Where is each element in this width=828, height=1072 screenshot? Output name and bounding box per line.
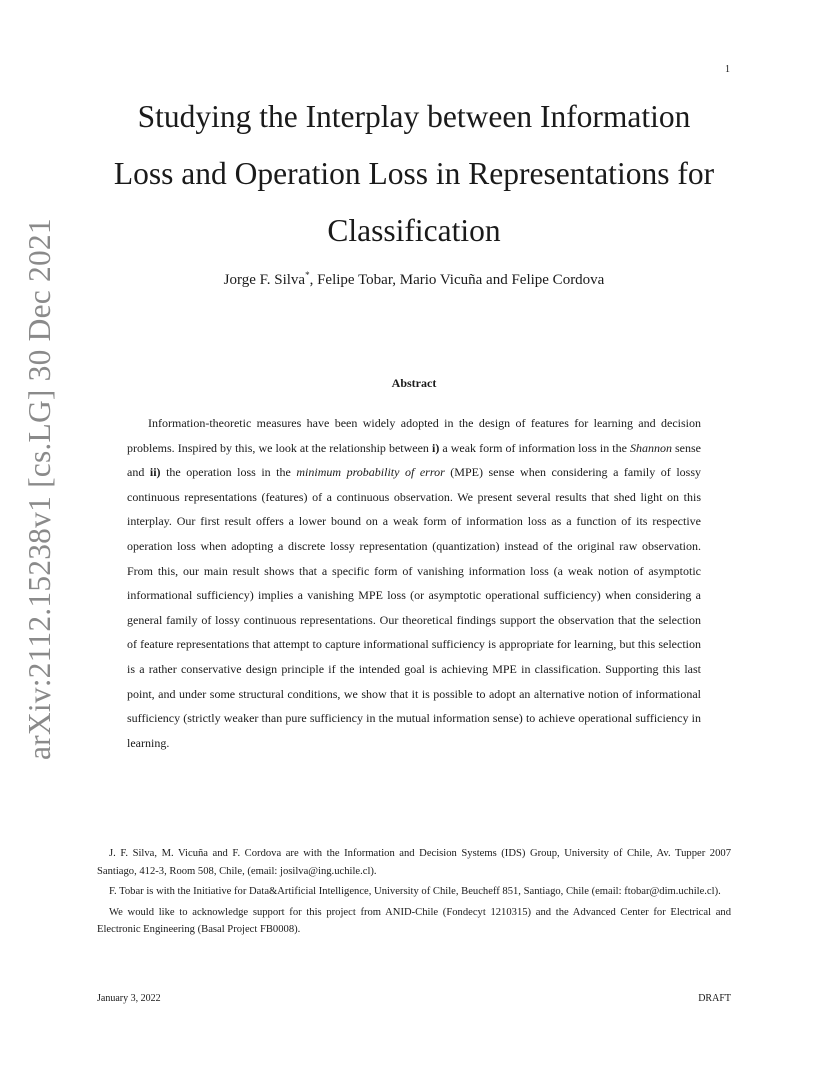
footnotes (97, 845, 731, 942)
title-line: Classification (327, 213, 501, 248)
abstract-emphasis: Shannon (629, 440, 672, 455)
abstract-heading: Abstract (391, 376, 437, 390)
corresponding-author: Jorge F. Silva (223, 272, 306, 288)
arxiv-identifier-stamp: arXiv:2112.15238v1 [cs.LG] 30 Dec 2021 (22, 218, 57, 760)
abstract-text: (MPE) sense when considering a family of lossy continuous representations (features) of a continuous observation. We present several results that shed light on this interplay. Our first result offers a lower bound on a weak form of information loss as a function of its respective operation loss when adopting a discrete lossy representation (quantization) instead of the original raw observation. From this, our main result shows that a specific form of vanishing information loss (a weak notion of asymptotic informational sufficiency) implies a vanishing MPE loss (or asymptotic operational sufficiency) when considering a general family of lossy continuous representations. Our theoretical findings support the observation that the selection of feature representations that attempt to capture informational sufficiency is appropriate for learning, but this selection is a rather conservative design principle if the intended goal is achieving MPE in classification. Supporting this last point, and under some structural conditions, we show that it is possible to adopt an alternative notion of informational sufficiency (strictly weaker than pure sufficiency in the mutual information sense) to achieve operational sufficiency in learning. (127, 465, 701, 750)
title-line: Loss and Operation Loss in Representations for (113, 156, 715, 191)
abstract-text: the operation loss in the (160, 465, 297, 480)
abstract-text: Information-theoretic measures have been widely adopted in the design of features for learning and decision problems. Inspired by this, we look at the relationship between (127, 416, 701, 455)
author-list (90, 265, 738, 290)
paper-title (90, 88, 738, 259)
abstract-emphasis: minimum probability of error (296, 465, 445, 480)
page-number: 1 (725, 64, 730, 75)
title-line: Studying the Interplay between Information (137, 99, 691, 134)
co-authors: , Felipe Tobar, Mario Vicuña and Felipe Cordova (309, 272, 605, 288)
abstract-text: a weak form of information loss in the (439, 440, 630, 455)
footnote-affiliation: F. Tobar is with the Initiative for Data&Artificial Intelligence, University of Chile, Beucheff 851, Santiago, Chile (email: ftobar@dim.uchile.cl). (109, 886, 721, 898)
abstract-bold-marker: i) (431, 440, 440, 455)
abstract-body (127, 411, 701, 755)
footnote-affiliation: J. F. Silva, M. Vicuña and F. Cordova are with the Information and Decision Systems (IDS) Group, University of Chile, Av. Tupper 2007 Santiago, 412-3, Room 508, Chile, (email: josilva@ing.uchile.cl). (97, 848, 731, 877)
footnote-acknowledgment: We would like to acknowledge support for this project from ANID-Chile (Fondecyt 1210315) and the Advanced Center for Electrical and Electronic Engineering (Basal Project FB0008). (97, 906, 731, 936)
corresponding-author-mark: * (305, 270, 310, 280)
abstract-text: sense and (127, 440, 701, 480)
abstract-bold-marker: ii) (149, 465, 161, 480)
footer-draft-label: DRAFT (698, 993, 731, 1004)
footer-date: January 3, 2022 (97, 993, 161, 1004)
